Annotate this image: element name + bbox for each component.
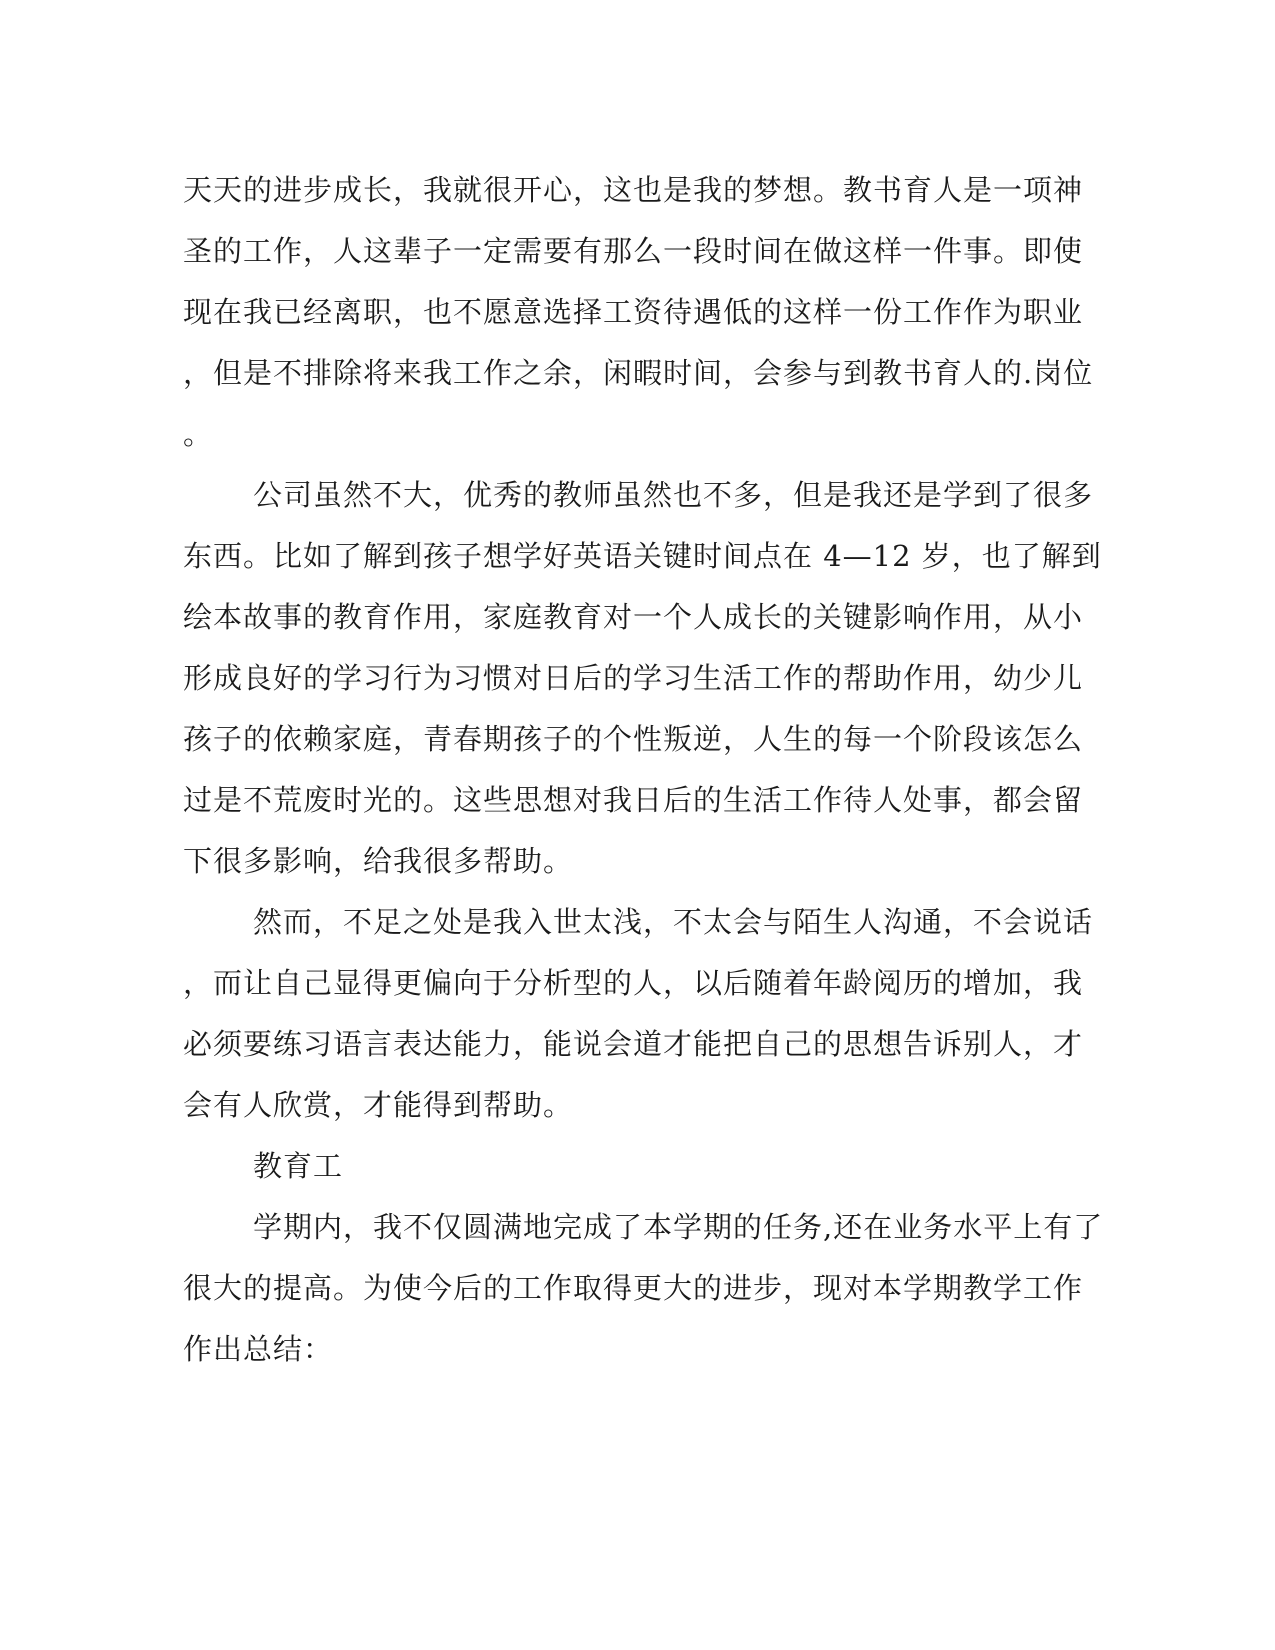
text-line: 圣的工作，人这辈子一定需要有那么一段时间在做这样一件事。即使 — [183, 234, 1084, 268]
text-line: 过是不荒废时光的。这些思想对我日后的生活工作待人处事，都会留 — [183, 783, 1084, 817]
text-line: 。 — [183, 417, 214, 451]
text-line: 作出总结： — [183, 1332, 334, 1366]
paragraph-start-line: 公司虽然不大，优秀的教师虽然也不多，但是我还是学到了很多 — [253, 478, 1094, 512]
text-line: 会有人欣赏，才能得到帮助。 — [183, 1088, 574, 1122]
text-line: 很大的提高。为使今后的工作取得更大的进步，现对本学期教学工作 — [183, 1271, 1084, 1305]
text-line: 现在我已经离职，也不愿意选择工资待遇低的这样一份工作作为职业 — [183, 295, 1084, 329]
text-line: 孩子的依赖家庭，青春期孩子的个性叛逆，人生的每一个阶段该怎么 — [183, 722, 1084, 756]
text-line: 天天的进步成长，我就很开心，这也是我的梦想。教书育人是一项神 — [183, 173, 1084, 207]
text-line: 下很多影响，给我很多帮助。 — [183, 844, 574, 878]
paragraph-start-line: 然而，不足之处是我入世太浅，不太会与陌生人沟通，不会说话 — [253, 905, 1094, 939]
text-line: 绘本故事的教育作用，家庭教育对一个人成长的关键影响作用，从小 — [183, 600, 1084, 634]
section-heading: 教育工 — [253, 1149, 344, 1183]
text-line: 形成良好的学习行为习惯对日后的学习生活工作的帮助作用，幼少儿 — [183, 661, 1084, 695]
text-line: 必须要练习语言表达能力，能说会道才能把自己的思想告诉别人，才 — [183, 1027, 1084, 1061]
document-body — [183, 160, 1104, 1380]
text-line: 东西。比如了解到孩子想学好英语关键时间点在 4—12 岁，也了解到 — [183, 539, 1102, 573]
text-line: ，而让自己显得更偏向于分析型的人，以后随着年龄阅历的增加，我 — [183, 966, 1084, 1000]
paragraph-start-line: 学期内，我不仅圆满地完成了本学期的任务,还在业务水平上有了 — [253, 1210, 1104, 1244]
text-line: ，但是不排除将来我工作之余，闲暇时间，会参与到教书育人的.岗位 — [183, 356, 1094, 390]
